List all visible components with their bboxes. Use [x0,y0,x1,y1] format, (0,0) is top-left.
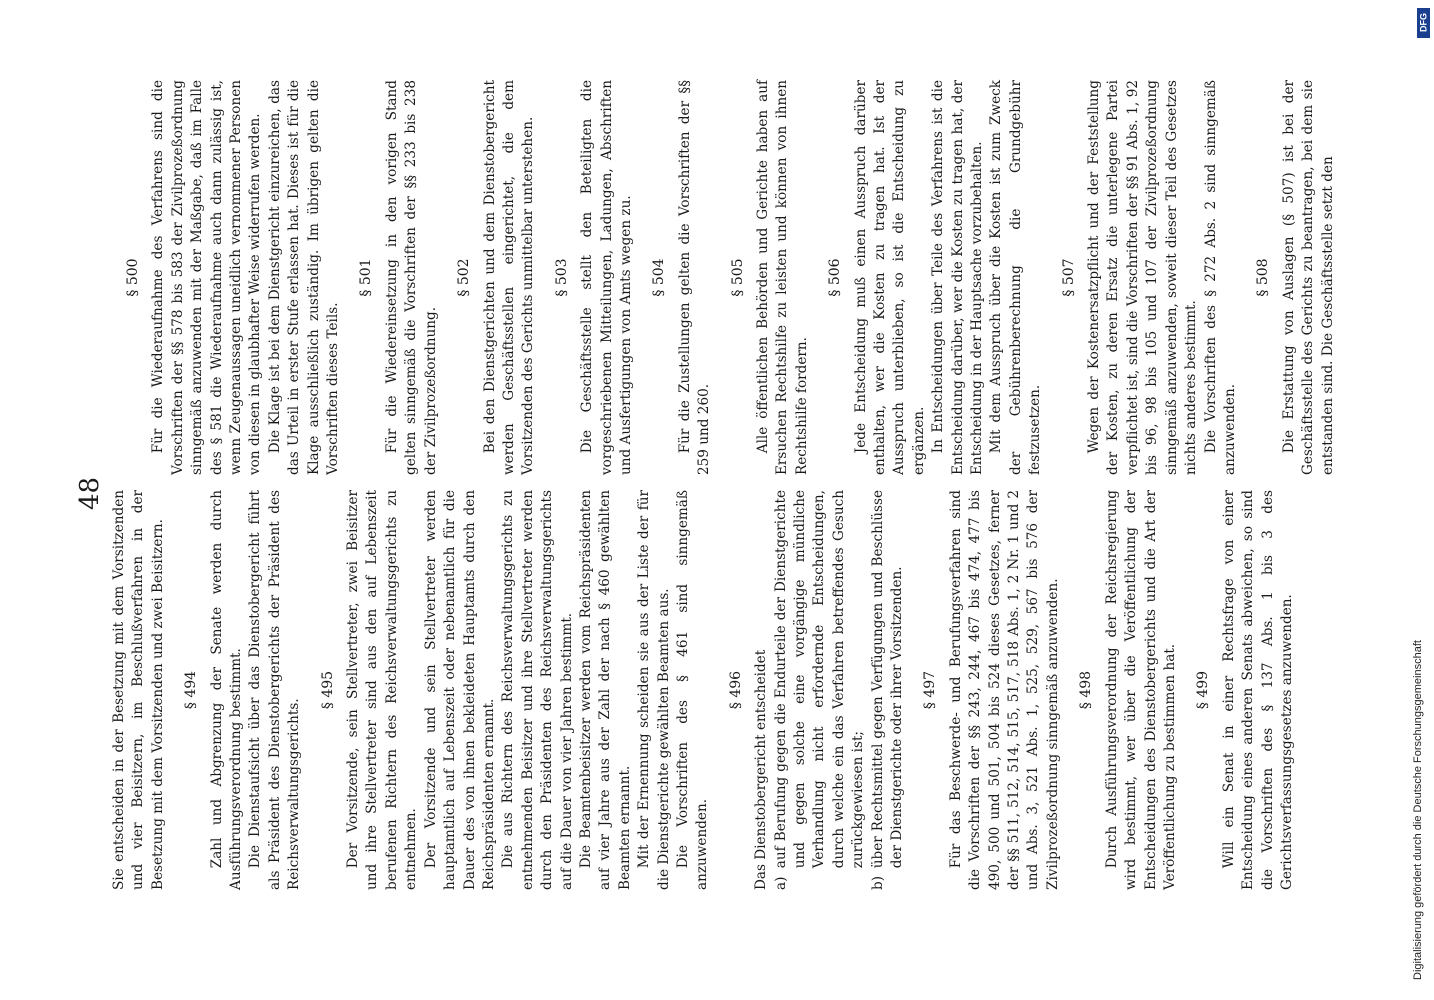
paragraph: Die Klage ist bei dem Dienstgericht einzureichen, das das Urteil in erster Stufe erlassen hat. Dieses ist für die Klage ausschließlich zuständig. Im übrigen gelten die Vorschriften dieses Teils. [266,80,342,475]
paragraph: Der Vorsitzende und sein Stellvertreter werden hauptamtlich auf Lebenszeit oder nebenamtlich für die Dauer des von ihnen bekleideten Hauptamts durch den Reichspräsidenten ernannt. [422,490,497,890]
section-heading: § 502 [456,258,473,297]
paragraph: Die aus Richtern des Reichsverwaltungsgerichts zu entnehmenden Beisitzer und ihre Stellvertreter werden durch den Präsidenten des Reichsverwaltungsgerichts auf die Dauer von vier Jahren bestimmt. [500,490,575,890]
paragraph: Will ein Senat in einer Rechtsfrage von einer Entscheidung eines anderen Senats abweichen, so sind die Vorschriften des § 137 Abs. 1 bis 3 des Gerichtsverfassungsgesetzes anzuwenden. [1220,490,1295,890]
paragraph: Für die Wiederaufnahme des Verfahrens sind die Vorschriften der §§ 578 bis 583 der Zivilprozeßordnung sinngemäß anzuwenden mit der Maßgabe, daß im Falle des § 581 die Wiederaufnahme auch dann zulässig ist, wenn Zeugenaussagen uneidlich vernommener Personen von diesen in glaubhafter Weise widerrufen werden. [150,80,264,475]
paragraph: Für das Beschwerde- und Berufungsverfahren sind die Vorschriften der §§ 243, 244, 467 bis 474, 477 bis 490, 500 und 501, 504 bis 524 dieses Gesetzes, ferner der §§ 511, 512, 514, 515, 517, 518 Abs. 1, 2 Nr. 1 und 2 und Abs. 3, 521 Abs. 1, 525, 529, 567 bis 576 der Zivilprozeßordnung sinngemäß anzuwenden. [947,490,1061,890]
section-heading: § 506 [827,258,844,297]
digitization-note: Digitalisierung gefördert durch die Deutsche Forschungsgemeinschaft [1412,640,1424,980]
paragraph: Sie entscheiden in der Besetzung mit dem Vorsitzenden und vier Beisitzern, im Beschlußverfahren in der Besetzung mit dem Vorsitzenden und zwei Beisitzern. [111,490,166,890]
left-column [110,490,1297,890]
paragraph: Die Vorschriften des § 272 Abs. 2 sind sinngemäß anzuwenden. [1202,80,1238,475]
paragraph: Für die Zustellungen gelten die Vorschriften der §§ 259 und 260. [676,80,713,475]
digitization-note-container [1408,20,1432,980]
section-heading: § 498 [1078,670,1095,710]
paragraph: In Entscheidungen über Teile des Verfahrens ist die Entscheidung darüber, wer die Kosten zu tragen hat, der Entscheidung in der Hauptsache vorzubehalten. [930,80,986,475]
paragraph: Alle öffentlichen Behörden und Gerichte haben auf Ersuchen Rechtshilfe zu leisten und können von ihnen Rechtshilfe fordern. [754,80,810,475]
paragraph: Mit dem Ausspruch über die Kosten ist zum Zweck der Gebührenberechnung die Grundgebühr festzusetzen. [988,80,1044,475]
paragraph: Zahl und Abgrenzung der Senate werden durch Ausführungsverordnung bestimmt. [208,490,245,890]
section-heading: § 508 [1255,258,1272,297]
paragraph: Bei den Dienstgerichten und dem Dienstobergericht werden Geschäftsstellen eingerichtet, die dem Vorsitzenden des Gerichts unmittelbar unterstehen. [481,80,537,475]
paragraph: Die Beamtenbeisitzer werden vom Reichspräsidenten auf vier Jahre aus der Zahl der nach § 460 gewählten Beamten ernannt. [577,490,633,890]
paragraph: Die Dienstaufsicht über das Dienstobergericht führt als Präsident des Dienstobergerichts der Präsident des Reichsverwaltungsgerichts. [247,490,303,890]
paragraph: Wegen der Kostenersatzpflicht und der Feststellung der Kosten, zu deren Ersatz die unterlegene Partei verpflichtet ist, sind die Vorschriften der §§ 91 Abs. 1, 92 bis 96, 98 bis 105 und 107 der Zivilprozeßordnung sinngemäß anzuwenden, soweit dieser Teil des Gesetzes nichts anderes bestimmt. [1086,80,1200,475]
dfg-badge-logo: DFG [1417,8,1430,38]
section-heading: § 503 [553,258,570,297]
paragraph: Die Erstattung von Auslagen (§ 507) ist bei der Geschäftsstelle des Gerichts zu beantragen, bei dem sie entstanden sind. Die Geschäftsstelle setzt den [1280,80,1336,475]
list-item [869,490,908,890]
list-item-text: auf Berufung gegen die Endurteile der Dienstgerichte und gegen solche eine vorgängige mündliche Verhandlung nicht erfordernde Entscheidungen, durch welche ein das Verfahren betreffendes Gesuch zurückgewiesen ist; [772,490,867,869]
paragraph: Die Geschäftsstelle stellt den Beteiligten die vorgeschriebenen Mitteilungen, Ladungen, Abschriften und Ausfertigungen von Amts wegen zu. [579,80,634,475]
paragraph: Jede Entscheidung muß einen Ausspruch darüber enthalten, wer die Kosten zu tragen hat. Ist der Ausspruch unterblieben, so ist die Entscheidung zu ergänzen. [852,80,927,475]
paragraph: Das Dienstobergericht entscheidet [753,649,770,890]
section-heading: § 499 [1195,670,1212,710]
section-heading: § 496 [727,670,744,710]
section-heading: § 495 [319,670,336,710]
section-heading: § 507 [1060,258,1077,297]
paragraph: Durch Ausführungsverordnung der Reichsregierung wird bestimmt, wer über die Veröffentlichung der Entscheidungen des Dienstobergerichts und die Art der Veröffentlichung zu bestimmen hat. [1103,490,1178,890]
paragraph: Für die Wiedereinsetzung in den vorigen Stand gelten sinngemäß die Vorschriften der §§ 233 bis 238 der Zivilprozeßordnung. [383,80,439,475]
paragraph: Der Vorsitzende, sein Stellvertreter, zwei Beisitzer und ihre Stellvertreter sind aus den auf Lebenszeit berufenen Richtern des Reichsverwaltungsgerichts zu entnehmen. [345,490,420,890]
list-item-text: über Rechtsmittel gegen Verfügungen und Beschlüsse der Dienstgerichte oder ihrer Vorsitzenden. [869,490,906,869]
section-heading: § 505 [729,258,746,297]
section-heading: § 500 [125,258,141,297]
list-item [772,490,869,890]
section-heading: § 497 [922,670,939,710]
section-heading: § 494 [183,670,200,710]
page-number: 48 [75,476,105,510]
section-heading: § 504 [651,258,668,297]
right-column [110,80,1338,475]
list-item-label: b) [869,875,886,890]
list-item-label: a) [772,876,789,890]
section-heading: § 501 [358,258,375,297]
paragraph: Die Vorschriften des § 461 sind sinngemäß anzuwenden. [674,490,711,890]
paragraph: Mit der Ernennung scheiden sie aus der Liste der für die Dienstgerichte gewählten Beamten aus. [636,490,672,890]
